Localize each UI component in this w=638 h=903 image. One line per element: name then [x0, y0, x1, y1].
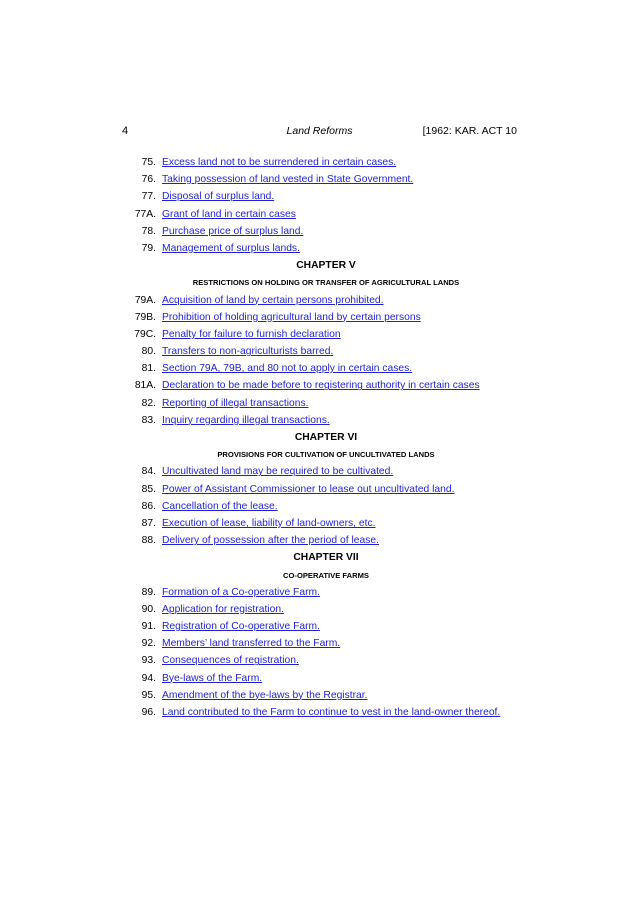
section-entry — [0, 360, 638, 377]
table-of-contents — [0, 154, 638, 721]
section-title-link[interactable]: Land contributed to the Farm to continue to vest in the land-owner thereof. — [162, 707, 501, 718]
section-number: 88. — [141, 535, 156, 547]
section-number: 89. — [141, 586, 156, 598]
section-entry — [0, 171, 638, 188]
chapter-subheading: PROVISIONS FOR CULTIVATION OF UNCULTIVATED LANDS — [217, 450, 435, 460]
section-title-link[interactable]: Registration of Co-operative Farm. — [162, 621, 320, 633]
running-title: Land Reforms — [286, 125, 353, 137]
section-entry — [0, 515, 638, 532]
section-title-link[interactable]: Management of surplus lands. — [162, 242, 300, 254]
section-number: 92. — [141, 638, 156, 650]
section-number: 94. — [141, 672, 156, 684]
section-title-link[interactable]: Delivery of possession after the period of lease. — [162, 535, 379, 547]
section-entry — [0, 463, 638, 480]
chapter-subheading: CO-OPERATIVE FARMS — [283, 570, 369, 580]
section-entry — [0, 309, 638, 326]
section-entry — [0, 206, 638, 223]
section-entry — [0, 498, 638, 515]
section-entry — [0, 395, 638, 412]
section-number: 79A. — [134, 294, 156, 306]
section-number: 75. — [141, 157, 156, 168]
section-entry — [0, 618, 638, 635]
section-title-link[interactable]: Members’ land transferred to the Farm. — [162, 638, 341, 650]
chapter-subheading: RESTRICTIONS ON HOLDING OR TRANSFER OF AGRICULTURAL LANDS — [192, 278, 460, 288]
section-number: 84. — [141, 466, 156, 478]
section-number: 90. — [141, 603, 156, 615]
section-entry — [0, 481, 638, 498]
chapter-heading: CHAPTER VII — [293, 552, 359, 564]
section-title-link[interactable]: Consequences of registration. — [162, 655, 299, 667]
section-title-link[interactable]: Disposal of surplus land. — [162, 191, 275, 203]
section-number: 77A. — [134, 208, 156, 220]
section-title-link[interactable]: Grant of land in certain cases — [162, 208, 296, 220]
section-title-link[interactable]: Execution of lease, liability of land-owners, etc. — [162, 517, 376, 529]
section-entry — [0, 635, 638, 652]
section-entry — [0, 292, 638, 309]
section-title-link[interactable]: Power of Assistant Commissioner to lease out uncultivated land. — [162, 483, 455, 495]
section-title-link[interactable]: Excess land not to be surrendered in certain cases. — [162, 157, 397, 168]
section-entry — [0, 326, 638, 343]
section-title-link[interactable]: Amendment of the bye-laws by the Registrar. — [162, 689, 368, 701]
section-title-link[interactable]: Inquiry regarding illegal transactions. — [162, 414, 330, 426]
section-number: 91. — [141, 621, 156, 633]
section-entry — [0, 240, 638, 257]
section-number: 76. — [141, 174, 156, 186]
section-title-link[interactable]: Declaration to be made before to registering authority in certain cases — [162, 380, 480, 392]
section-entry — [0, 584, 638, 601]
act-reference: [1962: KAR. ACT 10 — [422, 125, 517, 137]
section-number: 83. — [141, 414, 156, 426]
section-number: 78. — [141, 225, 156, 237]
chapter-heading: CHAPTER VI — [294, 432, 358, 443]
section-number: 82. — [141, 397, 156, 409]
chapter-heading: CHAPTER V — [296, 260, 356, 272]
section-entry — [0, 154, 638, 171]
section-title-link[interactable]: Application for registration. — [162, 603, 284, 615]
section-number: 86. — [141, 500, 156, 512]
section-title-link[interactable]: Bye-laws of the Farm. — [162, 672, 263, 684]
section-entry — [0, 687, 638, 704]
section-title-link[interactable]: Reporting of illegal transactions. — [162, 397, 309, 409]
page-header — [122, 124, 517, 138]
section-number: 85. — [141, 483, 156, 495]
page-number: 4 — [122, 125, 129, 137]
section-number: 79C. — [134, 328, 156, 340]
section-entry — [0, 704, 638, 721]
section-entry — [0, 188, 638, 205]
section-number: 79B. — [134, 311, 156, 323]
section-title-link[interactable]: Acquisition of land by certain persons prohibited. — [162, 294, 384, 306]
section-number: 81A. — [134, 380, 156, 392]
section-entry — [0, 670, 638, 687]
section-number: 80. — [141, 346, 156, 358]
section-title-link[interactable]: Penalty for failure to furnish declaration — [162, 328, 341, 340]
section-title-link[interactable]: Cancellation of the lease. — [162, 500, 278, 512]
section-number: 87. — [141, 517, 156, 529]
section-title-link[interactable]: Taking possession of land vested in State Government. — [162, 174, 414, 186]
section-entry — [0, 223, 638, 240]
section-title-link[interactable]: Section 79A, 79B, and 80 not to apply in certain cases. — [162, 363, 413, 375]
section-entry — [0, 601, 638, 618]
section-title-link[interactable]: Uncultivated land may be required to be cultivated. — [162, 466, 394, 478]
section-title-link[interactable]: Formation of a Co-operative Farm. — [162, 586, 320, 598]
section-number: 77. — [141, 191, 156, 203]
section-number: 81. — [141, 363, 156, 375]
section-number: 79. — [141, 242, 156, 254]
section-entry — [0, 412, 638, 429]
section-title-link[interactable]: Purchase price of surplus land. — [162, 225, 304, 237]
section-entry — [0, 532, 638, 549]
section-number: 96. — [141, 707, 156, 718]
section-number: 93. — [141, 655, 156, 667]
section-title-link[interactable]: Transfers to non-agriculturists barred. — [162, 346, 334, 358]
section-number: 95. — [141, 689, 156, 701]
section-entry — [0, 652, 638, 669]
section-entry — [0, 377, 638, 394]
section-title-link[interactable]: Prohibition of holding agricultural land by certain persons — [162, 311, 421, 323]
section-entry — [0, 343, 638, 360]
